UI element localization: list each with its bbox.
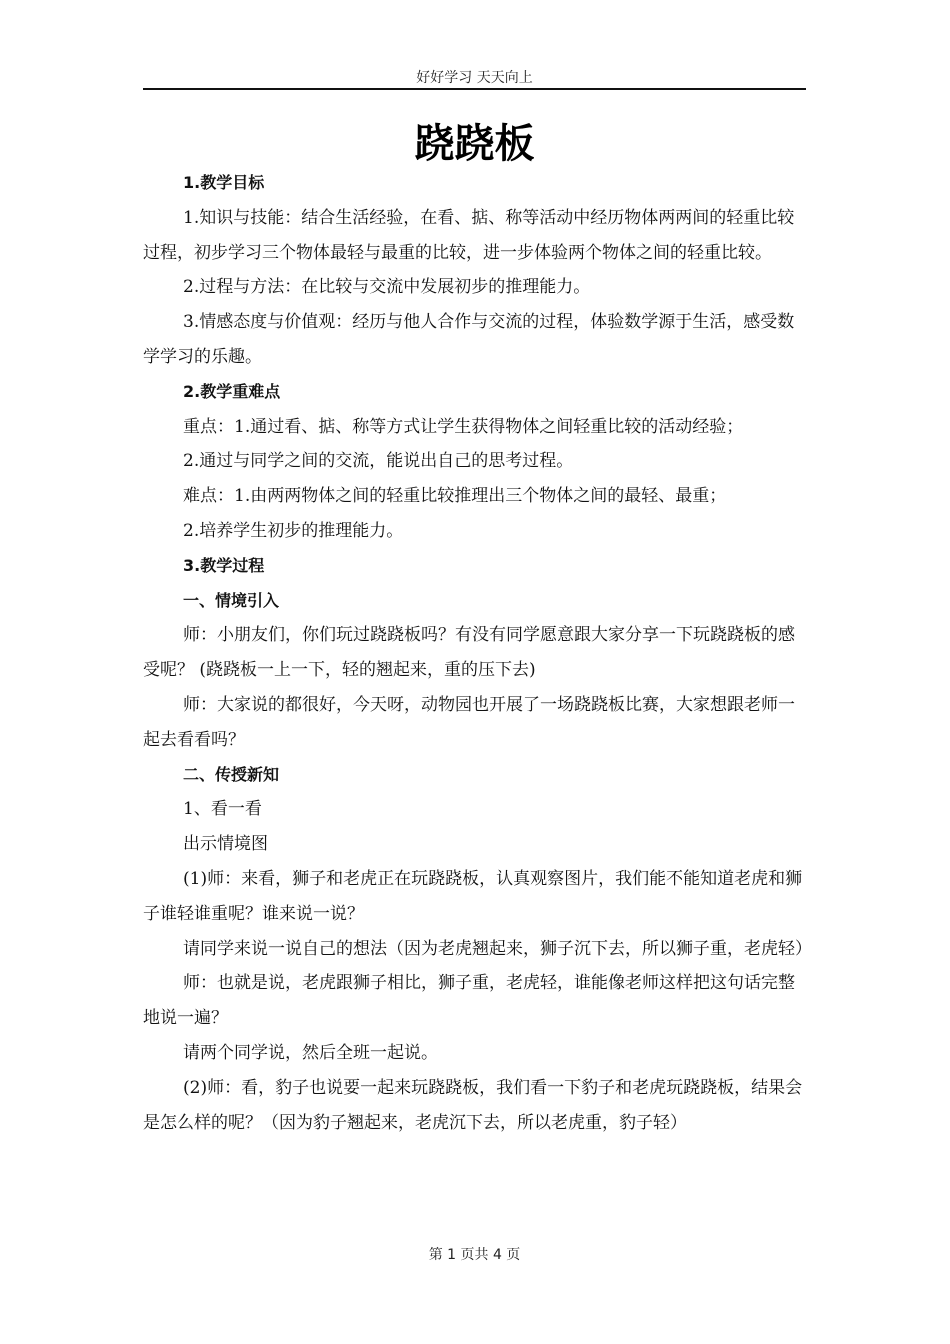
paragraph: 2.通过与同学之间的交流，能说出自己的思考过程。 bbox=[183, 451, 574, 472]
paragraph: 师：大家说的都很好，今天呀，动物园也开展了一场跷跷板比赛，大家想跟老师一起去看看吗？ bbox=[143, 694, 795, 750]
page-header: 好好学习 天天向上 bbox=[416, 70, 533, 86]
header-divider bbox=[143, 88, 806, 90]
paragraph: (2)师：看，豹子也说要一起来玩跷跷板，我们看一下豹子和老虎玩跷跷板，结果会是怎么样的呢？（因为豹子翘起来，老虎沉下去，所以老虎重，豹子轻） bbox=[143, 1077, 803, 1133]
paragraph: 出示情境图 bbox=[183, 834, 268, 855]
section-heading: 二、传授新知 bbox=[183, 764, 280, 784]
paragraph: 1、看一看 bbox=[183, 799, 262, 820]
paragraph: 请两个同学说，然后全班一起说。 bbox=[183, 1042, 438, 1063]
paragraph: 2.培养学生初步的推理能力。 bbox=[183, 520, 404, 541]
page-footer: 第 1 页共 4 页 bbox=[428, 1247, 521, 1263]
paragraph: 请同学来说一说自己的想法（因为老虎翘起来，狮子沉下去，所以狮子重，老虎轻） bbox=[183, 938, 812, 959]
paragraph: 重点：1.通过看、掂、称等方式让学生获得物体之间轻重比较的活动经验； bbox=[183, 416, 744, 437]
paragraph: 难点：1.由两两物体之间的轻重比较推理出三个物体之间的最轻、最重； bbox=[183, 486, 727, 507]
document-body bbox=[143, 166, 812, 1140]
section-heading: 3.教学过程 bbox=[183, 555, 265, 575]
document-title: 跷跷板 bbox=[414, 121, 535, 167]
section-heading: 一、情境引入 bbox=[183, 590, 280, 610]
paragraph: 师：小朋友们，你们玩过跷跷板吗？有没有同学愿意跟大家分享一下玩跷跷板的感受呢？ (跷跷板一上一下，轻的翘起来，重的压下去) bbox=[143, 625, 795, 681]
section-heading: 2.教学重难点 bbox=[183, 381, 281, 401]
section-heading: 1.教学目标 bbox=[183, 173, 265, 192]
paragraph: 2.过程与方法：在比较与交流中发展初步的推理能力。 bbox=[183, 277, 591, 298]
paragraph: (1)师：来看，狮子和老虎正在玩跷跷板，认真观察图片，我们能不能知道老虎和狮子谁轻谁重呢？谁来说一说？ bbox=[143, 868, 803, 924]
paragraph: 师：也就是说，老虎跟狮子相比，狮子重，老虎轻，谁能像老师这样把这句话完整地说一遍？ bbox=[143, 973, 795, 1029]
paragraph: 3.情感态度与价值观：经历与他人合作与交流的过程，体验数学源于生活，感受数学学习的乐趣。 bbox=[143, 312, 795, 367]
paragraph: 1.知识与技能：结合生活经验，在看、掂、称等活动中经历物体两两间的轻重比较过程，初步学习三个物体最轻与最重的比较，进一步体验两个物体之间的轻重比较。 bbox=[143, 207, 795, 263]
